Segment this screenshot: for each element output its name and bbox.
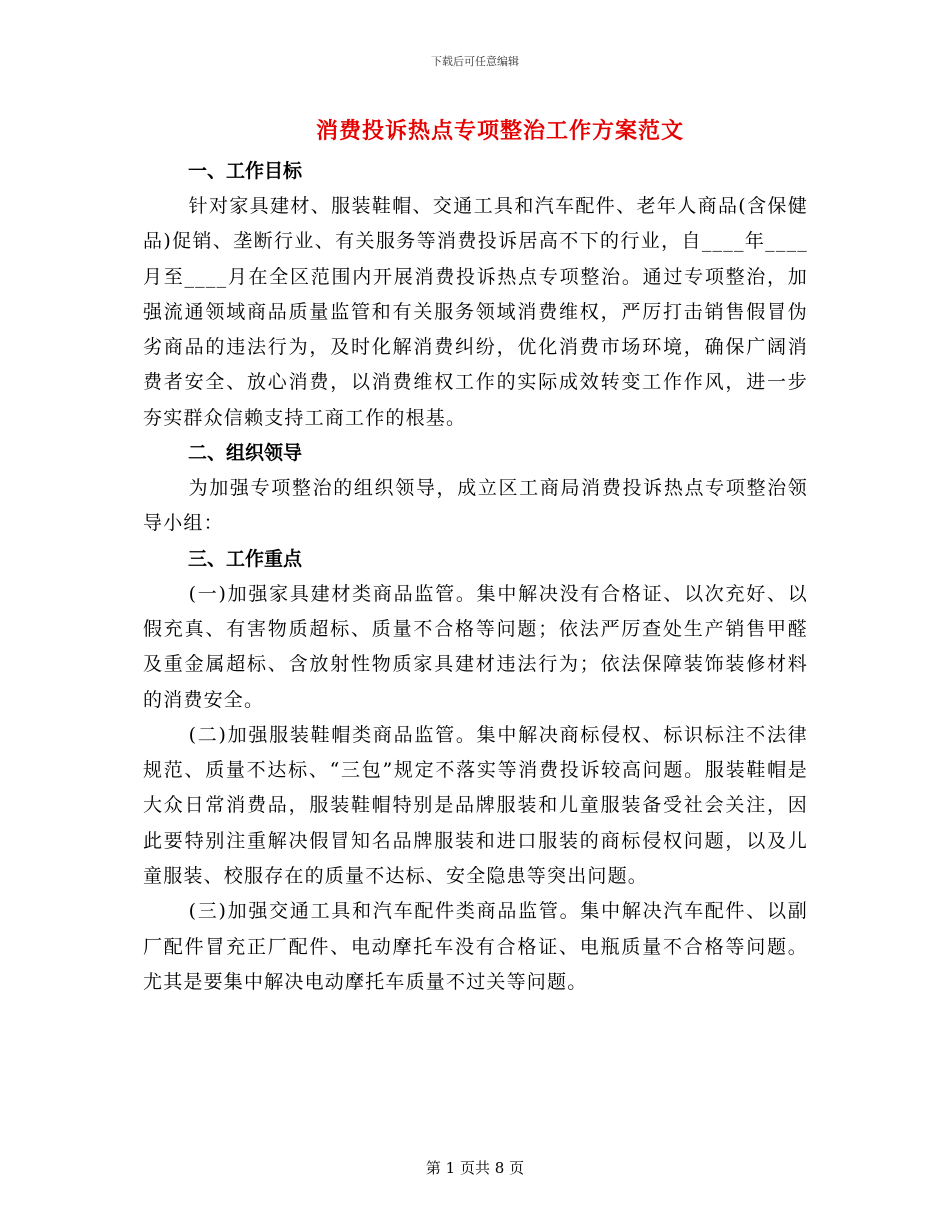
section-heading-1: 一、工作目标 [188,160,303,182]
section-2-paragraph-1: 为加强专项整治的组织领导，成立区工商局消费投诉热点专项整治领导小组： [143,477,808,535]
document-body [143,154,808,1000]
section-heading-3: 三、工作重点 [188,547,303,570]
section-3-paragraph-2: (二)加强服装鞋帽类商品监管。集中解决商标侵权、标识标注不法律规范、质量不达标、“三包”规定不落实等消费投诉较高问题。服装鞋帽是大众日常消费品，服装鞋帽特别是品牌服装和儿童服装备受社会关注，因此要特别注重解决假冒知名品牌服装和进口服装的商标侵权问题，以及儿童服装、校服存在的质量不达标、安全隐患等突出问题。 [143,723,808,888]
section-3-paragraph-1: (一)加强家具建材类商品监管。集中解决没有合格证、以次充好、以假充真、有害物质超标、质量不合格等问题；依法严厉查处生产销售甲醛及重金属超标、含放射性物质家具建材违法行为；依法保障装饰装修材料的消费安全。 [143,582,808,711]
page-footer: 第 1 页共 8 页 [425,1159,525,1177]
section-1-paragraph-1: 针对家具建材、服装鞋帽、交通工具和汽车配件、老年人商品(含保健品)促销、垄断行业、有关服务等消费投诉居高不下的行业，自____年____月至____月在全区范围内开展消费投诉热点专项整治。通过专项整治，加强流通领域商品质量监管和有关服务领域消费维权，严厉打击销售假冒伪劣商品的违法行为，及时化解消费纠纷，优化消费市场环境，确保广阔消费者安全、放心消费，以消费维权工作的实际成效转变工作作风，进一步夯实群众信赖支持工商工作的根基。 [143,195,808,429]
page-header: 下载后可任意编辑 [431,55,519,68]
document-title: 消费投诉热点专项整治工作方案范文 [315,118,684,144]
section-heading-2: 二、组织领导 [188,442,303,465]
section-3-paragraph-3: (三)加强交通工具和汽车配件类商品监管。集中解决汽车配件、以副厂配件冒充正厂配件、电动摩托车没有合格证、电瓶质量不合格等问题。尤其是要集中解决电动摩托车质量不过关等问题。 [143,900,808,993]
